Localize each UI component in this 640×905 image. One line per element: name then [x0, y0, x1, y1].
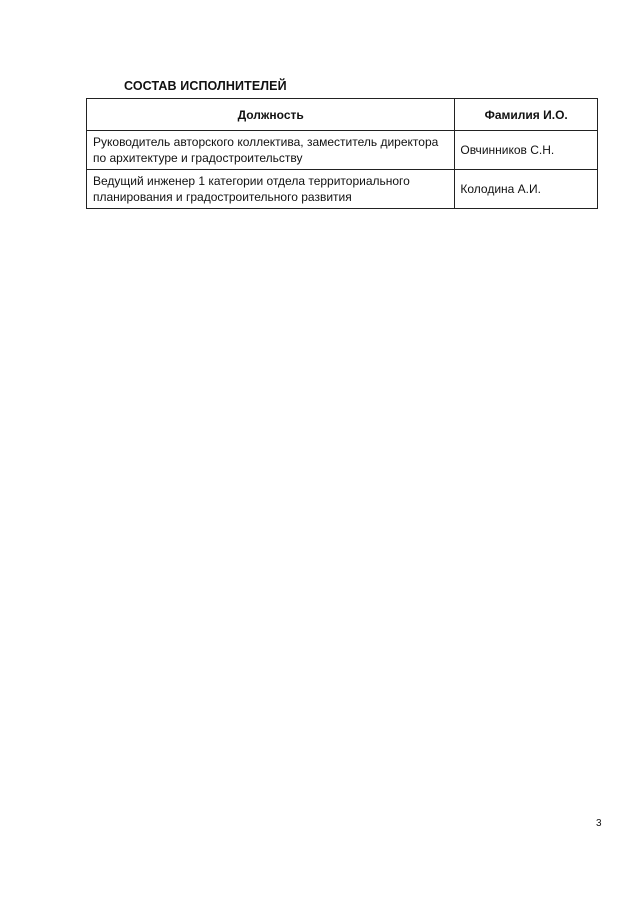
position-cell: Ведущий инженер 1 категории отдела территориального планирования и градостроительного развития	[87, 170, 455, 209]
header-position: Должность	[87, 99, 455, 131]
table-row	[87, 131, 598, 170]
name-cell: Колодина А.И.	[455, 170, 598, 209]
position-cell: Руководитель авторского коллектива, заместитель директора по архитектуре и градостроительству	[87, 131, 455, 170]
table-header-row	[87, 99, 598, 131]
section-title: СОСТАВ ИСПОЛНИТЕЛЕЙ	[124, 79, 287, 93]
header-name: Фамилия И.О.	[455, 99, 598, 131]
name-cell: Овчинников С.Н.	[455, 131, 598, 170]
table-row	[87, 170, 598, 209]
page-number: 3	[596, 818, 602, 829]
executors-table	[86, 98, 598, 209]
